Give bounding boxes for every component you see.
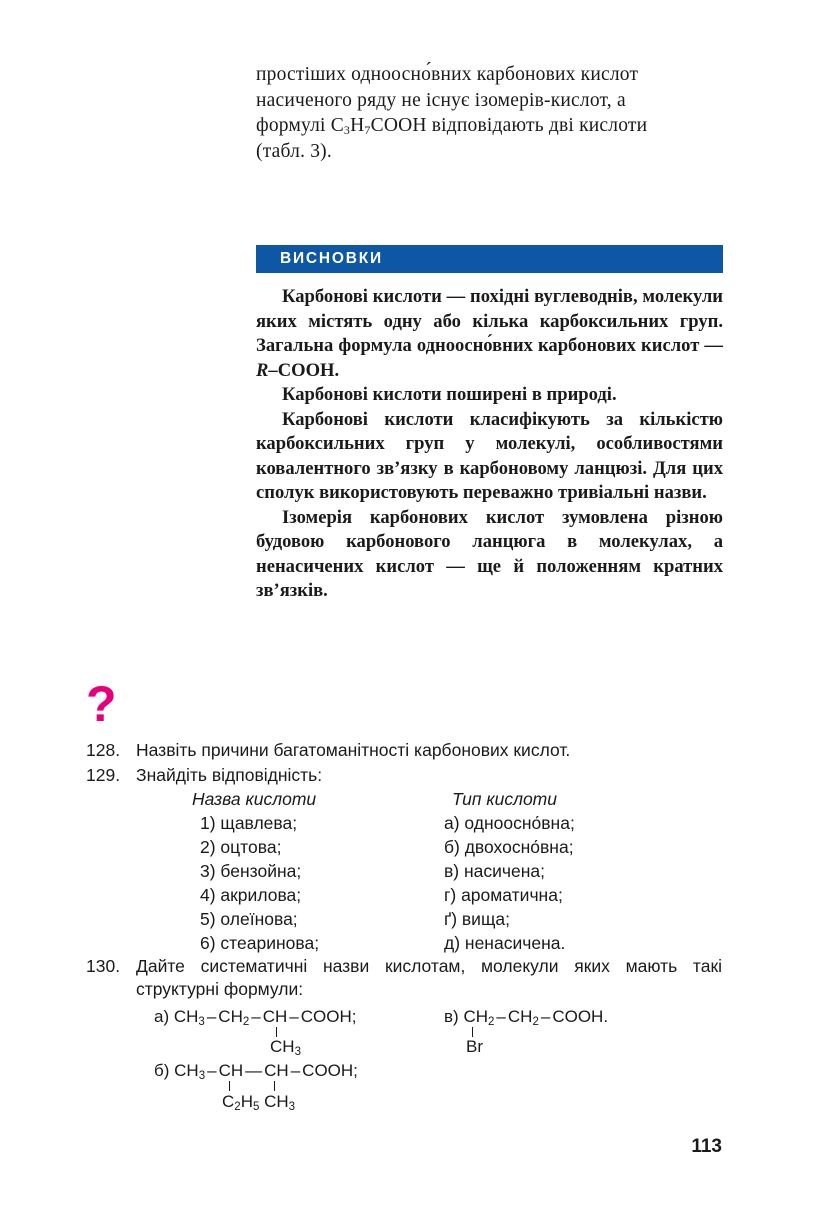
question-text: Дайте систематичні назви кислотам, молекули яких мають такі (136, 956, 722, 976)
bond-line (229, 1081, 230, 1091)
intro-paragraph (256, 62, 722, 164)
list-item: г) ароматична; (444, 885, 563, 905)
conclusions-header: ВИСНОВКИ (256, 245, 723, 273)
bond-line (276, 1027, 277, 1037)
page-number: 113 (691, 1136, 722, 1157)
list-item: 6) стеаринова; (200, 933, 320, 953)
bond-line (274, 1081, 275, 1091)
list-item: 4) акрилова; (200, 885, 302, 905)
conclusions-text (256, 285, 723, 604)
formula-a-branch: $CH_3$ (270, 1037, 301, 1058)
question-number: 130. (86, 956, 121, 976)
list-item: 5) олеїнова; (200, 909, 298, 929)
list-item: д) ненасичена. (444, 933, 566, 953)
intro-line: простіших одноосно́вних карбонових кислот (256, 64, 639, 85)
formula-c: в) $CH_2 - CH_2$ – COOH. (444, 1007, 609, 1028)
intro-line: формулі $C_3H_7COOH$ відповідають дві кислоти (256, 115, 648, 137)
list-item: 1) щавлева; (200, 813, 298, 833)
bond-line (472, 1027, 473, 1037)
acid-name-column (192, 787, 319, 955)
list-item: в) насичена; (444, 861, 546, 881)
question-mark-icon: ? (86, 676, 117, 732)
formula-b-branch: $C_2H_5$ $CH_3$ (222, 1092, 296, 1113)
question-number: 129. (86, 765, 121, 785)
intro-line: насиченого ряду не існує ізомерів-кислот, а (256, 89, 626, 111)
list-item: ґ) вища; (444, 909, 510, 929)
question-text: Назвіть причини багатоманітності карбонових кислот. (136, 740, 571, 760)
formula-a: а) $CH_3 - CH_2$ – CH – COOH; (154, 1007, 357, 1028)
list-item: 2) оцтова; (200, 837, 282, 857)
list-item: 3) бензойна; (200, 861, 302, 881)
question-text: Знайдіть відповідність: (136, 765, 323, 785)
acid-type-column (444, 787, 575, 955)
column-header: Тип кислоти (452, 789, 557, 809)
list-item: а) одноосно́вна; (444, 813, 575, 833)
formula-b: б) $CH_3$ – CH — CH – COOH; (154, 1061, 358, 1082)
conclusion-paragraph: Ізомерія карбонових кислот зумовлена різною будовою карбонового ланцюга в молекулах, а ненасичених кислот — ще й положенням кратних зв’язків. (256, 506, 723, 601)
list-item: б) двохосно́вна; (444, 837, 574, 857)
conclusion-paragraph: Карбонові кислоти поширені в природі. (282, 384, 617, 405)
column-header: Назва кислоти (192, 789, 317, 809)
intro-line: (табл. 3). (256, 140, 332, 162)
question-number: 128. (86, 740, 121, 760)
question-text: структурні формули: (136, 979, 304, 999)
formula-c-branch: Br (466, 1037, 483, 1056)
conclusion-paragraph: Карбонові кислоти класифікують за кількістю карбоксильних груп у молекулі, особливостями ковалентного зв’язку в карбоновому ланцюзі. Для цих сполук використовують переважно тривіальні назви. (256, 408, 723, 503)
conclusion-paragraph: Карбонові кислоти — похідні вуглеводнів, молекули яких містять одну або кілька карбоксильних груп. Загальна формула одноосно́вних карбонових кислот — R–COOH. (256, 286, 723, 381)
